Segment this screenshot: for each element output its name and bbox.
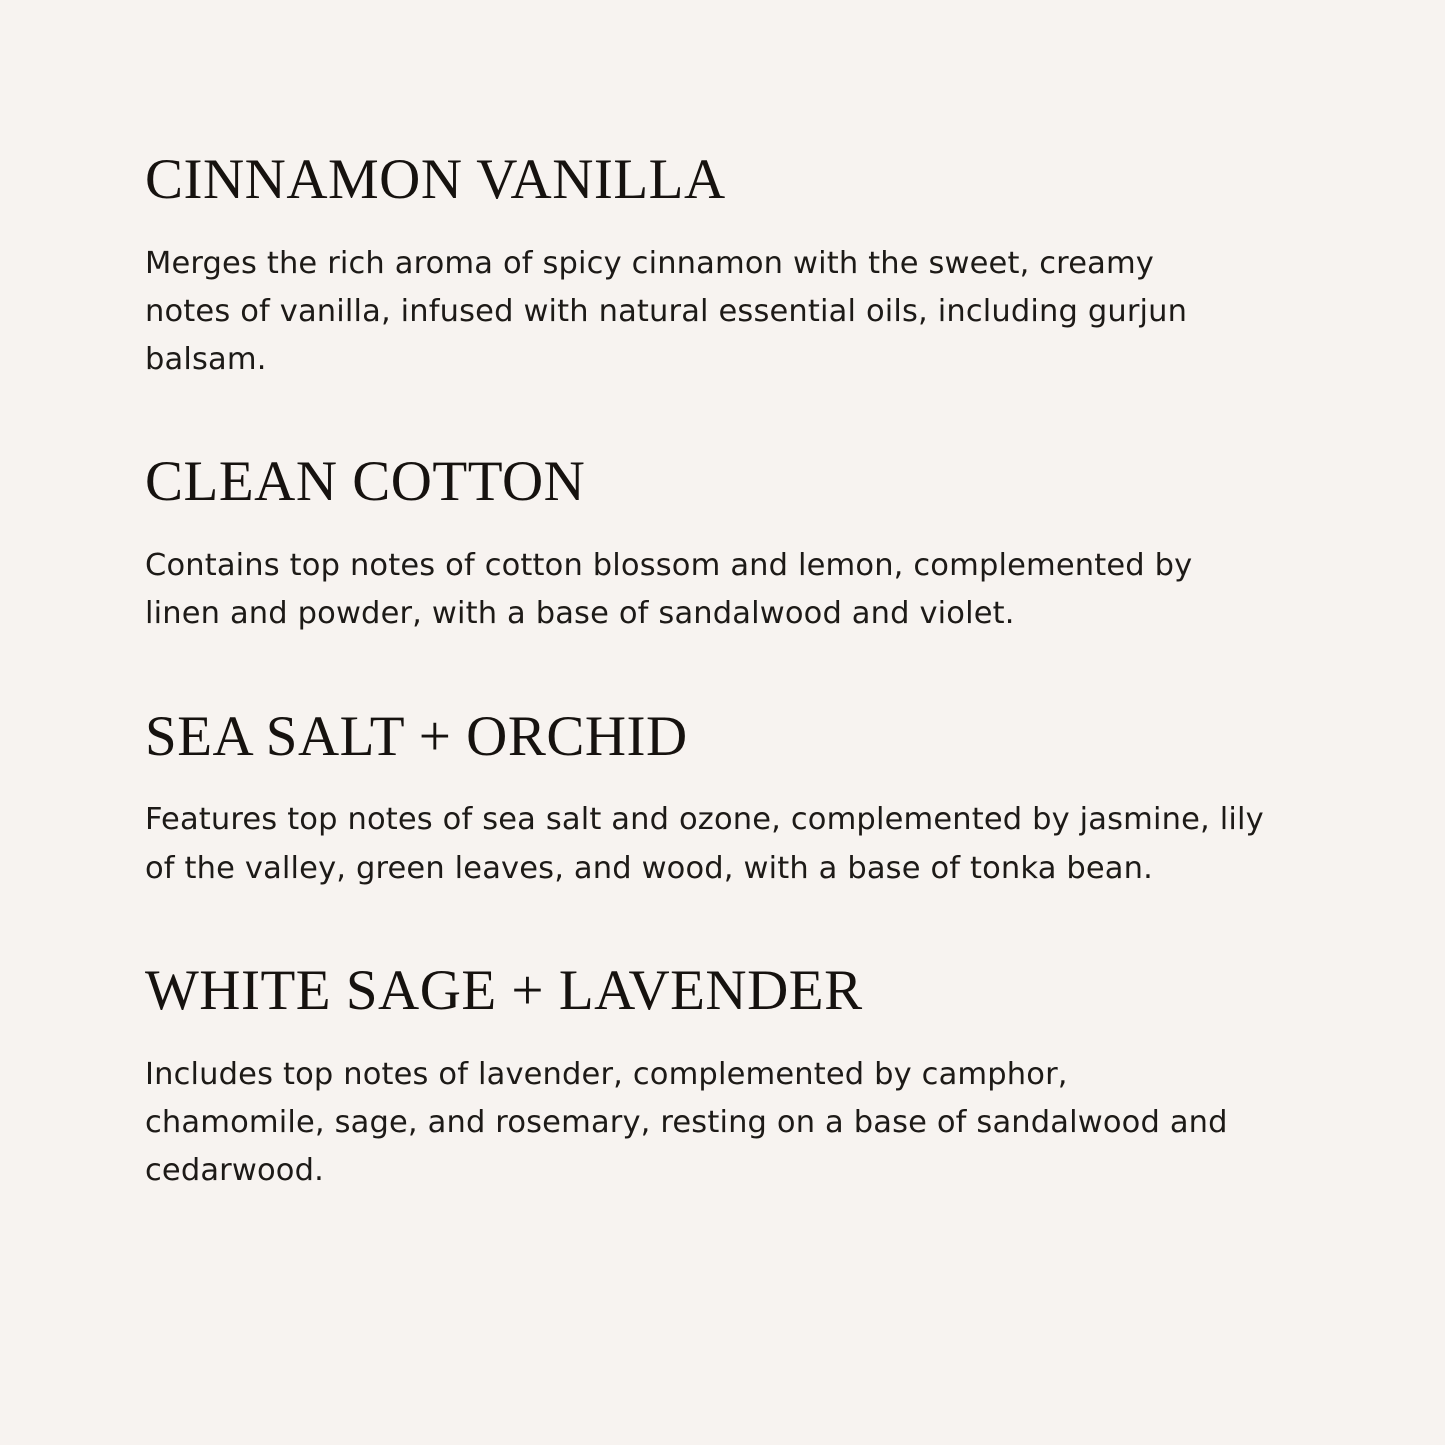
scent-title: CLEAN COTTON: [145, 450, 586, 514]
scent-title: SEA SALT + ORCHID: [145, 704, 688, 768]
scent-entry-white-sage-lavender: [145, 958, 1300, 1195]
scent-entry-clean-cotton: [145, 452, 1300, 638]
scent-title: CINNAMON VANILLA: [145, 148, 726, 211]
scent-entry-sea-salt-orchid: [145, 704, 1300, 893]
scent-description: Features top notes of sea salt and ozone, complemented by jasmine, lily of the valley, green leaves, and wood, with a base of tonka bean.: [145, 802, 1264, 886]
scent-description: Includes top notes of lavender, complemented by camphor, chamomile, sage, and rosemary, resting on a base of sandalwood and cedarwood.: [145, 1056, 1228, 1189]
scent-description: Merges the rich aroma of spicy cinnamon with the sweet, creamy notes of vanilla, infused with natural essential oils, including gurjun balsam.: [145, 245, 1188, 378]
scent-title: WHITE SAGE + LAVENDER: [145, 958, 863, 1022]
scent-description: Contains top notes of cotton blossom and lemon, complemented by linen and powder, with a base of sandalwood and violet.: [145, 548, 1193, 632]
scent-entry-cinnamon-vanilla: [145, 150, 1300, 384]
scent-list: [145, 150, 1300, 1195]
